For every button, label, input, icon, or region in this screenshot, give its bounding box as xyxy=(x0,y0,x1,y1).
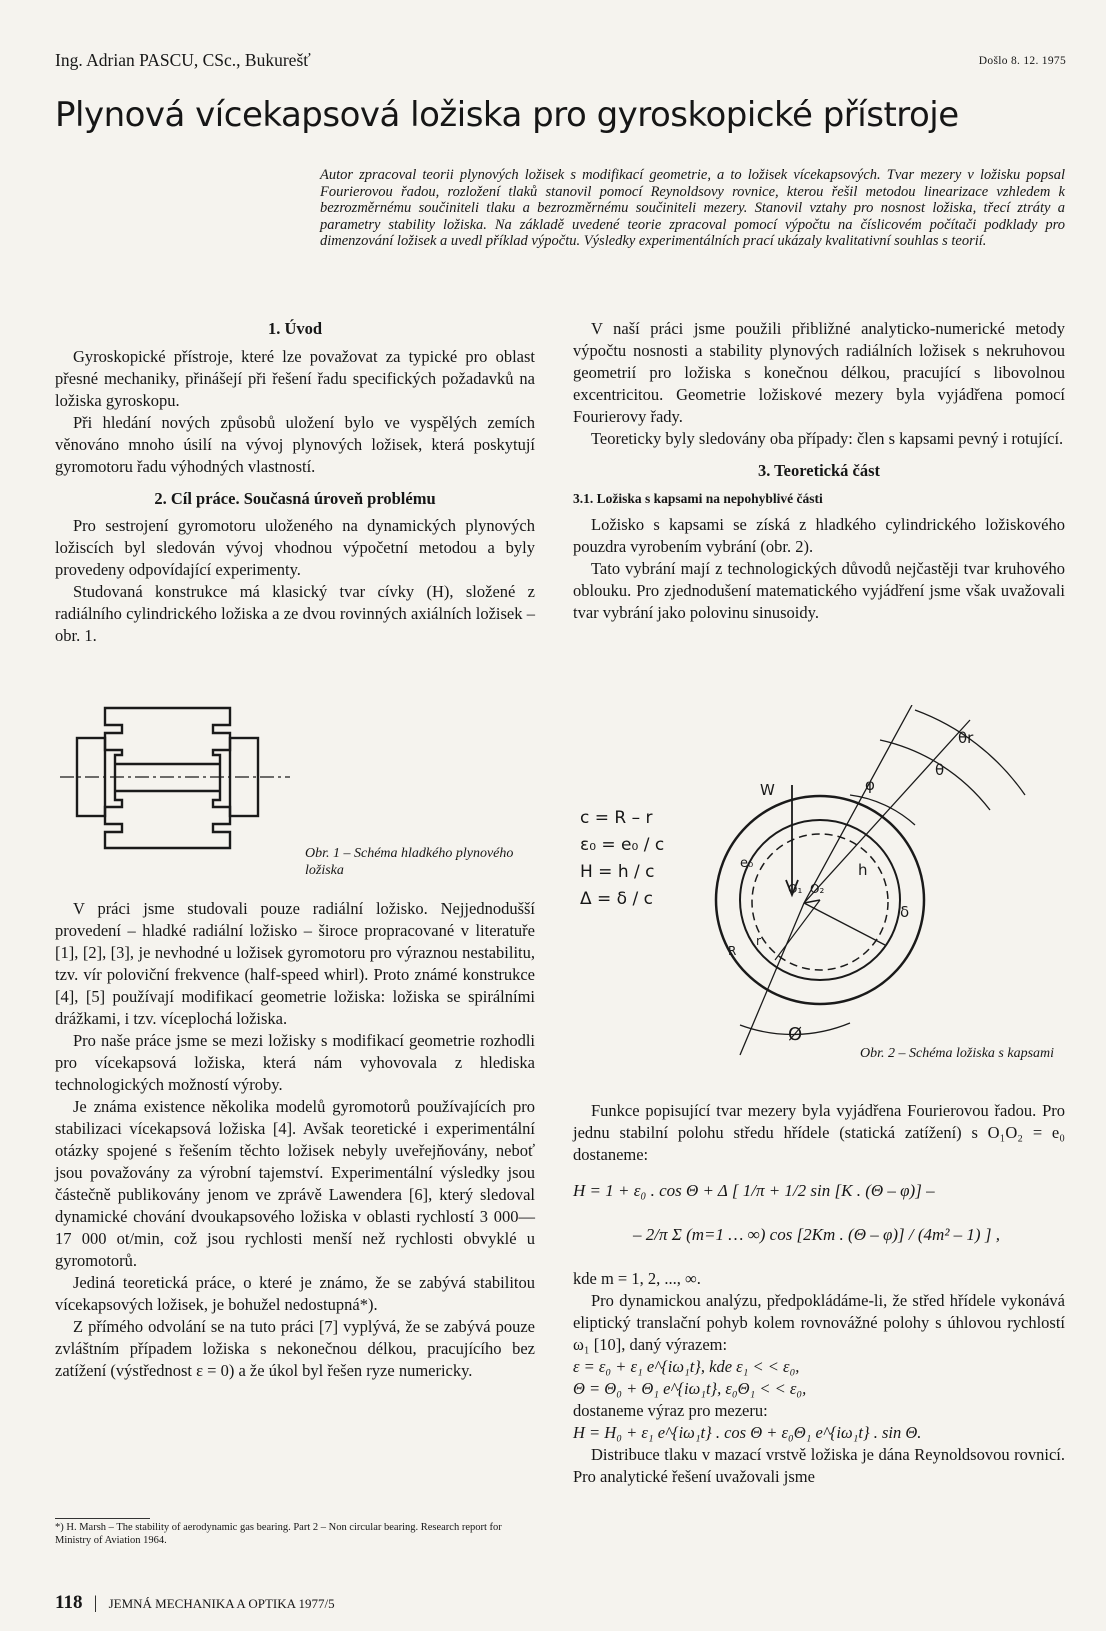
section-heading-goal: 2. Cíl práce. Současná úroveň problému xyxy=(154,489,436,508)
label-h: h xyxy=(858,861,868,879)
paragraph: V naší práci jsme použili přibližné analyticko-numerické metody výpočtu nosnosti a stability plynových radiálních ložisek s nekruhovou geometrií pro ložiska s konečnou délkou, pracující s libovolnou excentricitou. Geometrie ložiskové mezery byla vyjádřena pomocí Fourierovy řady. xyxy=(573,319,1065,426)
figure-1-bearing-schema xyxy=(55,700,295,860)
def-c: c = R – r xyxy=(580,808,653,828)
label-W: W xyxy=(760,781,775,799)
label-e0: e₀ xyxy=(740,856,754,871)
paragraph: Distribuce tlaku v mazací vrstvě ložiska je dána Reynoldsovou rovnicí. Pro analytické řešení uvažovali jsme xyxy=(573,1445,1065,1486)
paragraph: Gyroskopické přístroje, které lze považovat za typické pro oblast přesné mechaniky, přinášejí při řešení řadu specifických požadavků na ložiska gyroskopu. xyxy=(55,347,535,410)
journal-name: JEMNÁ MECHANIKA A OPTIKA 1977/5 xyxy=(108,1596,335,1611)
page-footer: 118 | JEMNÁ MECHANIKA A OPTIKA 1977/5 xyxy=(55,1592,335,1613)
paragraph: Pro dynamickou analýzu, předpokládáme-li, že střed hřídele vykonává eliptický translační pohyb kolem rovnovážné polohy s úhlovou rychlostí ω₁ [10], daný výrazem: xyxy=(573,1291,1065,1354)
section-heading-theory: 3. Teoretická část xyxy=(757,461,881,480)
def-delta: Δ = δ / c xyxy=(580,889,653,909)
figure-2-caption: Obr. 2 – Schéma ložiska s kapsami xyxy=(860,1046,1055,1061)
received-date: Došlo 8. 12. 1975 xyxy=(978,55,1066,67)
left-column-bottom xyxy=(55,898,535,1382)
paragraph: Funkce popisující tvar mezery byla vyjádřena Fourierovou řadou. Pro jednu stabilní polohu středu hřídele (statická zatížení) s O₁O₂ = e₀ dostaneme: xyxy=(573,1101,1065,1164)
figure-2-definitions xyxy=(580,805,664,913)
paragraph: Jediná teoretická práce, o které je známo, že se zabývá stabilitou vícekapsových ložisek, je bohužel nedostupná*). xyxy=(55,1273,535,1314)
label-theta: θ xyxy=(935,761,945,779)
equation-2: – 2/π Σ (m=1 … ∞) cos [2Km . (Θ – φ)] / (4m² – 1) ] , xyxy=(633,1225,1000,1244)
equation-3: ε = ε₀ + ε₁ e^{iω₁t}, kde ε₁ < < ε₀, xyxy=(573,1357,800,1376)
label-R: R xyxy=(728,944,737,958)
paragraph: dostaneme výraz pro mezeru: xyxy=(573,1401,768,1420)
paragraph: Studovaná konstrukce má klasický tvar cívky (H), složené z radiálního cylindrického ložiska a ze dvou rovinných axiálních ložisek – obr. 1. xyxy=(55,582,535,645)
label-theta-r: θr xyxy=(958,729,974,747)
equation-4: Θ = Θ₀ + Θ₁ e^{iω₁t}, ε₀Θ₁ < < ε₀, xyxy=(573,1379,807,1398)
left-column-top xyxy=(55,318,535,647)
footnote: *) H. Marsh – The stability of aerodynamic gas bearing. Part 2 – Non circular bearing. Research report for Ministry of Aviation 1964. xyxy=(55,1522,502,1546)
right-column-top xyxy=(573,318,1065,624)
abstract: Autor zpracoval teorii plynových ložisek s modifikací geometrie, a to ložisek vícekapsových. Tvar mezery v ložisku popsal Fourierovou řadou, rozložení tlaků stanovil pomocí Reynoldsovy rovnice, kterou řešil metodou linearizace vzhledem k bezrozměrnému součiniteli tlaku a bezrozměrnému součiniteli mezery. Stanovil vztahy pro nosnost ložiska, třecí ztráty a parametry stability ložiska. Na základě uvedené teorie zpracoval pomocí výpočtu na číslicovém počítači podklady pro dimenzování ložisek a uvedl příklad výpočtu. Výsledky experimentálních prací ukázaly kvalitativní souhlas s teorií. xyxy=(320,167,1065,250)
page-number: 118 xyxy=(55,1592,83,1613)
figure-2-bearing-pockets xyxy=(700,705,1070,1085)
right-column-bottom xyxy=(573,1100,1065,1488)
paragraph: Pro sestrojení gyromotoru uloženého na dynamických plynových ložiscích byl sledován vývoj vhodnou výpočetní metodou a byly provedeny odpovídající experimenty. xyxy=(55,516,535,579)
paragraph: Tato vybrání mají z technologických důvodů nejčastěji tvar kruhového oblouku. Pro zjednodušení matematického vyjádření jsme však uvažovali tvar vybrání jako polovinu sinusoidy. xyxy=(573,559,1065,622)
label-O2: O₂ xyxy=(810,882,825,896)
label-phi: φ xyxy=(865,776,875,794)
section-heading-intro: 1. Úvod xyxy=(267,319,323,338)
label-r: r xyxy=(756,934,761,948)
article-title: Plynová vícekapsová ložiska pro gyroskopické přístroje xyxy=(55,95,959,135)
paragraph: Z přímého odvolání se na tuto práci [7] vyplývá, že se zabývá pouze zvláštním případem ložiska s nekonečnou délkou, pracujícího bez zatížení (výstřednost ε = 0) a že úkol byl řešen ryze numericky. xyxy=(55,1317,535,1380)
paragraph: Teoreticky byly sledovány oba případy: člen s kapsami pevný i rotující. xyxy=(591,429,1064,448)
footnote-rule xyxy=(55,1518,150,1519)
paragraph: Je známa existence několika modelů gyromotorů používajících pro stabilizaci vícekapsová ložiska [4]. Avšak teoretické i experimentální otázky spojené s řešením těchto ložisek nebyly uveřejňovány, neboť jsou považovány za výrobní tajemství. Experimentální výsledky jsou částečně publikovány jenom ve zprávě Lawendera [6], který sledoval dynamické chování dvoukapsového ložiska v oblasti rychlostí 3 000—17 000 ot/min, což jsou rychlosti menší než rychlosti obvyklé u gyromotorů. xyxy=(55,1097,535,1270)
figure-1-caption: Obr. 1 – Schéma hladkého plynového ložiska xyxy=(305,846,514,878)
paragraph: Při hledání nových způsobů uložení bylo ve vyspělých zemích věnováno mnoho úsilí na vývoj plynových ložisek, která poskytují gyromotoru řadu výhodných vlastností. xyxy=(55,413,535,476)
equation-1: H = 1 + ε₀ . cos Θ + Δ [ 1/π + 1/2 sin [K . (Θ – φ)] – xyxy=(573,1181,935,1200)
paragraph: Pro naše práce jsme se mezi ložisky s modifikací geometrie rozhodli pro vícekapsová ložiska, která nám vyhovovala z hlediska technologických možností výroby. xyxy=(55,1031,535,1094)
label-phi0: Ø xyxy=(788,1024,803,1045)
equation-5: H = H₀ + ε₁ e^{iω₁t} . cos Θ + ε₀Θ₁ e^{iω₁t} . sin Θ. xyxy=(573,1423,922,1442)
paragraph: kde m = 1, 2, ..., ∞. xyxy=(573,1269,701,1288)
label-delta: δ xyxy=(900,903,910,921)
def-H: H = h / c xyxy=(580,862,655,882)
paragraph: Ložisko s kapsami se získá z hladkého cylindrického ložiskového pouzdra vyrobením vybrání (obr. 2). xyxy=(573,515,1065,556)
author-line: Ing. Adrian PASCU, CSc., Bukurešť xyxy=(55,50,311,70)
paragraph: V práci jsme studovali pouze radiální ložisko. Nejjednodušší provedení – hladké radiální ložisko – široce propracované v literatuře [1], [2], [3], je nevhodné u ložisek gyromotoru pro výraznou nestabilitu, tzv. vír poloviční frekvence (half-speed whirl). Proto známé konstrukce [4], [5] používají modifikací geometrie ložiska: ložiska se spirálními drážkami, i tzv. víceplochá ložiska. xyxy=(55,899,535,1028)
subsection-heading: 3.1. Ložiska s kapsami na nepohyblivé části xyxy=(573,491,823,506)
def-eps0: ε₀ = e₀ / c xyxy=(580,835,665,855)
label-O1: O₁ xyxy=(788,882,803,896)
